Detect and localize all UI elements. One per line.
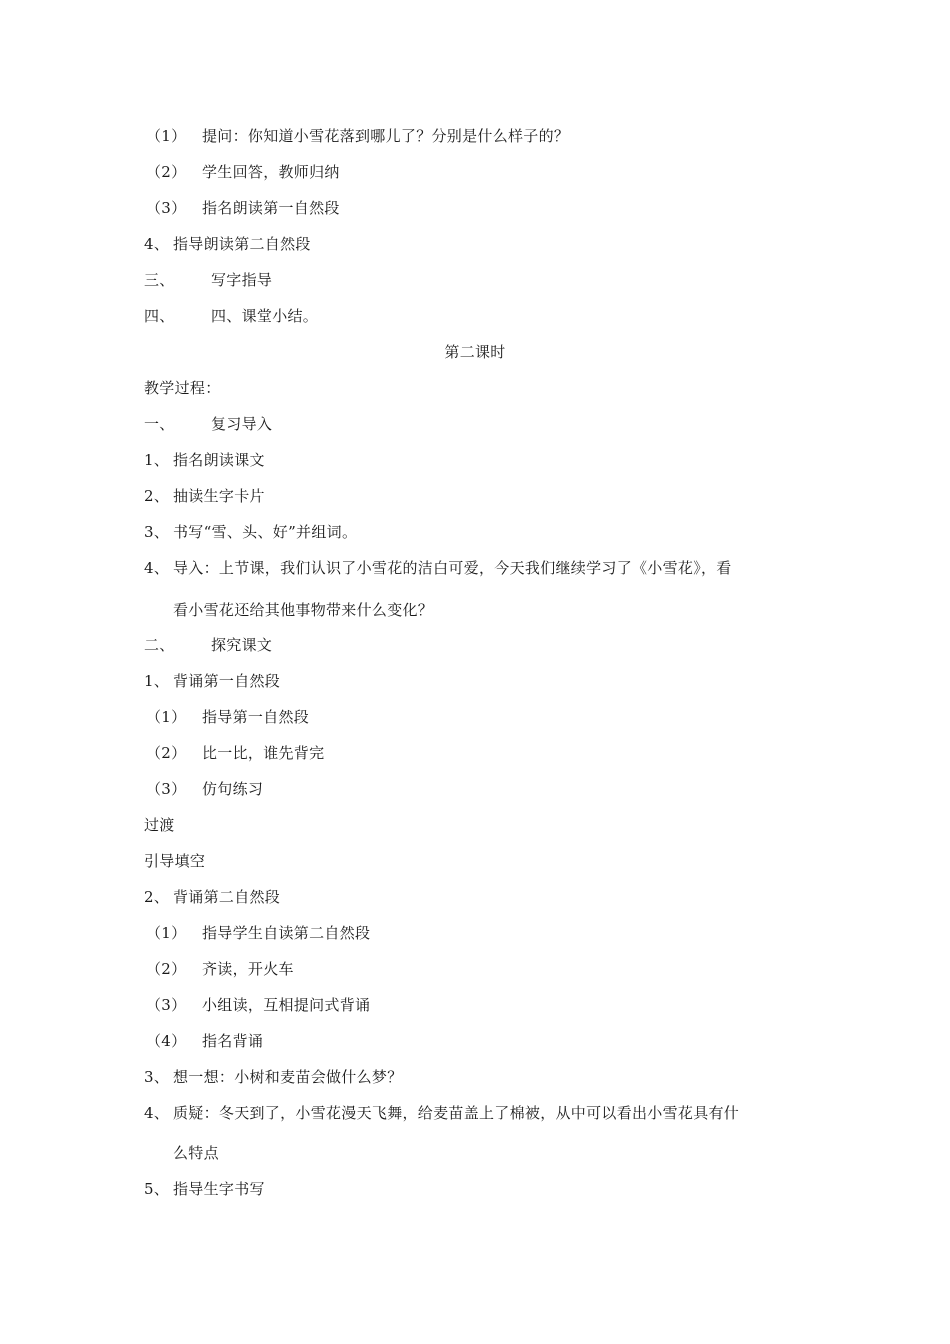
- item-line: [146, 779, 263, 799]
- item-text: 指名朗读第一自然段: [202, 199, 340, 217]
- item-line: [146, 162, 340, 182]
- item-marker: 5、: [144, 1180, 170, 1198]
- item-text: 学生回答，教师归纳: [202, 163, 340, 181]
- item-line: [146, 923, 370, 943]
- item-line: [144, 450, 265, 470]
- section-marker: 三、: [144, 271, 175, 289]
- item-line: [146, 707, 309, 727]
- item-marker: （3）: [146, 199, 187, 217]
- item-continuation: 么特点: [173, 1144, 219, 1162]
- item-marker: （1）: [146, 708, 187, 726]
- plain-line: 过渡: [144, 816, 175, 834]
- item-marker: （1）: [146, 924, 187, 942]
- item-text: 指名朗读课文: [173, 451, 265, 469]
- section-heading: [144, 635, 272, 655]
- item-marker: （3）: [146, 996, 187, 1014]
- item-marker: 3、: [144, 1068, 170, 1086]
- section-title: 复习导入: [211, 415, 273, 433]
- item-marker: 3、: [144, 523, 170, 541]
- section-heading: [144, 414, 272, 434]
- section-marker: 四、: [144, 307, 175, 325]
- item-marker: 4、: [144, 1104, 170, 1122]
- item-marker: （1）: [146, 127, 187, 145]
- section-heading: [144, 270, 272, 290]
- item-marker: （2）: [146, 960, 187, 978]
- item-line: [144, 671, 280, 691]
- item-marker: （4）: [146, 1032, 187, 1050]
- item-text: 想一想：小树和麦苗会做什么梦？: [173, 1068, 403, 1086]
- item-line: [144, 522, 357, 542]
- item-text: 导入：上节课，我们认识了小雪花的洁白可爱，今天我们继续学习了《小雪花》，看: [173, 559, 732, 577]
- item-line: [146, 1031, 263, 1051]
- section-title: 写字指导: [211, 271, 273, 289]
- item-marker: 2、: [144, 888, 170, 906]
- item-marker: 2、: [144, 487, 170, 505]
- item-line: [144, 558, 732, 578]
- section-marker: 二、: [144, 636, 175, 654]
- item-text: 齐读，开火车: [202, 960, 294, 978]
- item-text: 背诵第一自然段: [173, 672, 281, 690]
- item-text: 小组读，互相提问式背诵: [202, 996, 371, 1014]
- item-line: [146, 995, 370, 1015]
- item-marker: 4、: [144, 559, 170, 577]
- item-marker: 4、: [144, 235, 170, 253]
- item-text: 抽读生字卡片: [173, 487, 265, 505]
- item-line: [146, 198, 340, 218]
- item-text: 背诵第二自然段: [173, 888, 281, 906]
- item-line: [146, 126, 569, 146]
- item-continuation: 看小雪花还给其他事物带来什么变化？: [173, 601, 434, 619]
- item-marker: （2）: [146, 744, 187, 762]
- section-marker: 一、: [144, 415, 175, 433]
- item-marker: 1、: [144, 451, 170, 469]
- item-text: 指导第一自然段: [202, 708, 310, 726]
- item-line: [144, 1103, 739, 1123]
- item-text: 仿句练习: [202, 780, 264, 798]
- item-text: 书写“雪、头、好”并组词。: [173, 523, 358, 541]
- item-text: 指名背诵: [202, 1032, 264, 1050]
- section-title: 四、课堂小结。: [211, 307, 319, 325]
- item-line: [144, 1179, 265, 1199]
- item-line: [144, 234, 311, 254]
- item-marker: （2）: [146, 163, 187, 181]
- section-heading: [144, 306, 318, 326]
- item-text: 指导生字书写: [173, 1180, 265, 1198]
- item-line: [146, 959, 294, 979]
- item-marker: （3）: [146, 780, 187, 798]
- item-text: 指导朗读第二自然段: [173, 235, 311, 253]
- item-text: 指导学生自读第二自然段: [202, 924, 371, 942]
- process-label: 教学过程：: [144, 379, 221, 397]
- section-title: 探究课文: [211, 636, 273, 654]
- plain-line: 引导填空: [144, 852, 206, 870]
- lesson-title: 第二课时: [444, 343, 506, 361]
- item-text: 提问：你知道小雪花落到哪儿了？分别是什么样子的？: [202, 127, 570, 145]
- item-line: [144, 887, 280, 907]
- item-text: 质疑：冬天到了，小雪花漫天飞舞，给麦苗盖上了棉被，从中可以看出小雪花具有什: [173, 1104, 740, 1122]
- item-line: [144, 1067, 403, 1087]
- item-marker: 1、: [144, 672, 170, 690]
- item-text: 比一比，谁先背完: [202, 744, 325, 762]
- item-line: [146, 743, 324, 763]
- item-line: [144, 486, 265, 506]
